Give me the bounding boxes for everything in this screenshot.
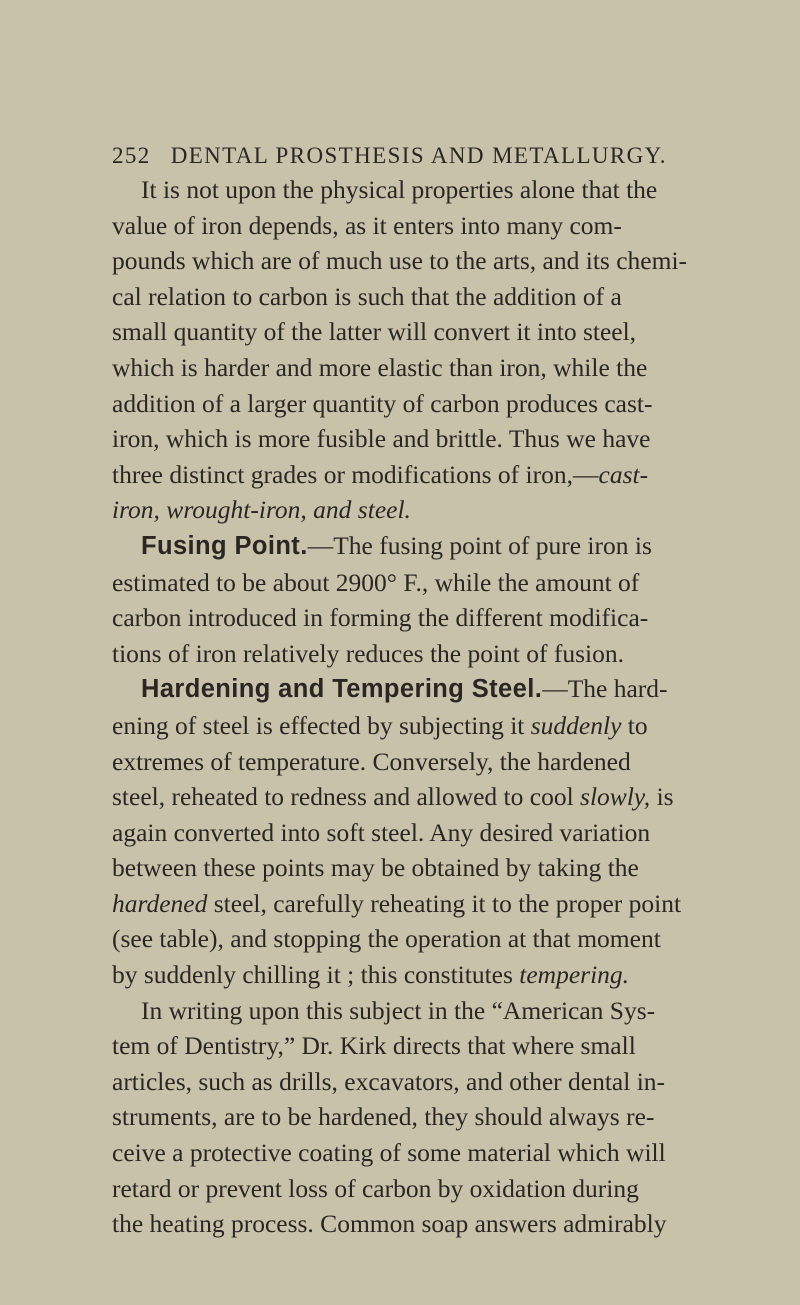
text-run: is	[650, 782, 674, 812]
text-run: ening of steel is effected by subjecting it	[112, 710, 531, 740]
text-line: which is harder and more elastic than iron, while the	[112, 352, 648, 382]
section-heading: Hardening and Tempering Steel.	[141, 675, 543, 704]
text-run: by suddenly chilling it ; this constitutes	[112, 960, 520, 990]
text-line: cal relation to carbon is such that the addition of a	[112, 281, 622, 311]
text-line: retard or prevent loss of carbon by oxidation during	[112, 1173, 639, 1203]
text-line: ceive a protective coating of some material which will	[112, 1138, 666, 1168]
text-line	[112, 671, 712, 708]
text-line: struments, are to be hardened, they should always re-	[112, 1102, 655, 1132]
text-line: addition of a larger quantity of carbon produces cast-	[112, 388, 653, 418]
italic-text: suddenly	[530, 710, 622, 740]
text-line	[112, 957, 712, 993]
text-line: small quantity of the latter will convert it into steel,	[112, 317, 637, 347]
italic-text: iron, wrought-iron, and steel.	[112, 495, 411, 525]
text-line: tem of Dentistry,” Dr. Kirk directs that where small	[112, 1031, 636, 1061]
text-line: again converted into soft steel. Any desired variation	[112, 817, 651, 847]
paragraph-fusing-point	[112, 528, 712, 671]
text-line	[112, 457, 712, 493]
text-line	[112, 708, 712, 744]
running-title: DENTAL PROSTHESIS AND METALLURGY.	[170, 143, 667, 168]
italic-text: hardened	[112, 888, 208, 918]
text-line: extremes of temperature. Conversely, the hardened	[112, 746, 631, 776]
page-header	[112, 143, 667, 169]
text-line	[112, 779, 712, 815]
paragraph-kirk-quote	[112, 993, 712, 1242]
text-line: estimated to be about 2900° F., while the amount of	[112, 567, 640, 597]
text-line: pounds which are of much use to the arts, and its chemi-	[112, 246, 688, 276]
section-heading: Fusing Point.	[141, 531, 308, 560]
text-run: three distinct grades or modifications of iron,—	[112, 459, 599, 489]
text-line: value of iron depends, as it enters into many com-	[112, 210, 622, 240]
text-run: —The fusing point of pure iron is	[307, 530, 652, 560]
text-line: tions of iron relatively reduces the point of fusion.	[112, 638, 625, 668]
text-line: It is not upon the physical properties alone that the	[141, 175, 658, 204]
text-line: the heating process. Common soap answers admirably	[112, 1209, 667, 1239]
paragraph-hardening-tempering	[112, 671, 712, 992]
italic-text: slowly,	[580, 782, 651, 812]
text-line	[112, 528, 712, 565]
text-line: articles, such as drills, excavators, and other dental in-	[112, 1066, 666, 1096]
text-line: iron, which is more fusible and brittle. Thus we have	[112, 424, 651, 454]
body-text	[112, 172, 712, 1242]
text-line: In writing upon this subject in the “American Sys-	[141, 995, 656, 1025]
text-line: (see table), and stopping the operation at that moment	[112, 924, 661, 954]
text-run: —The hard-	[542, 674, 668, 704]
text-line: between these points may be obtained by taking the	[112, 853, 639, 883]
text-run: to	[621, 710, 648, 740]
text-line	[112, 886, 712, 922]
paragraph-iron-properties	[112, 172, 712, 528]
text-run: steel, reheated to redness and allowed to cool	[112, 782, 581, 812]
italic-text: tempering.	[519, 960, 630, 990]
text-line: carbon introduced in forming the different modifica-	[112, 603, 649, 633]
italic-text: cast-	[598, 459, 649, 489]
text-run: steel, carefully reheating it to the proper point	[207, 888, 682, 918]
page-number: 252	[112, 143, 151, 168]
